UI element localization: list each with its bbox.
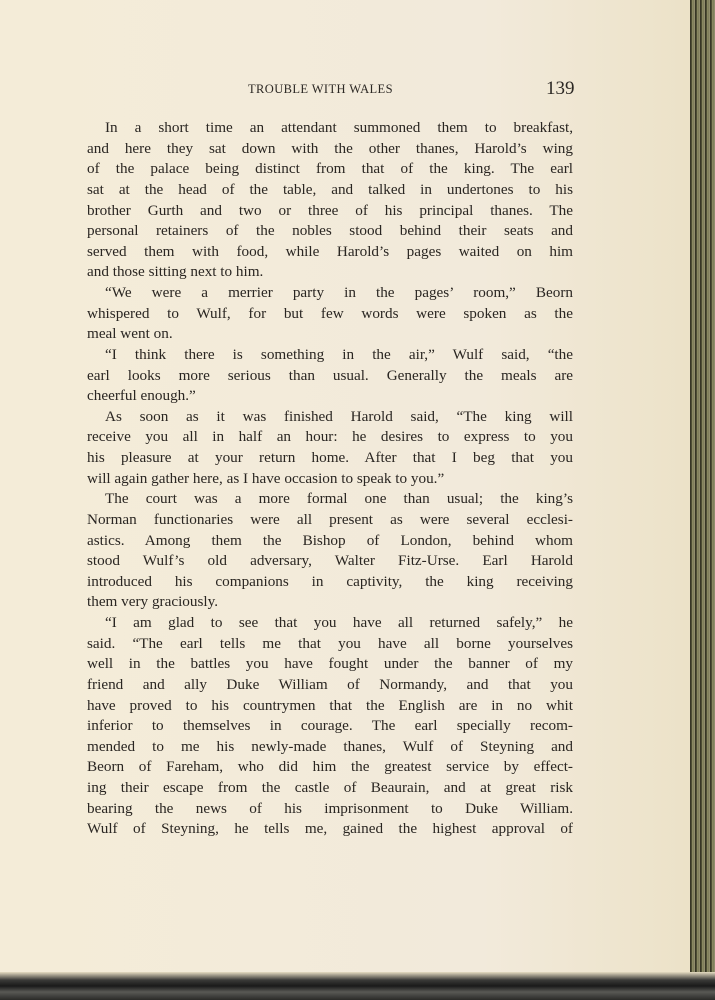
text-line: said. “The earl tells me that you have all borne yourselves	[87, 634, 573, 652]
text-line: The court was a more formal one than usual; the king’s	[105, 490, 573, 508]
page-edges	[690, 0, 715, 1000]
text-line: whispered to Wulf, for but few words were spoken as the	[87, 304, 573, 322]
text-line: friend and ally Duke William of Normandy, and that you	[87, 675, 573, 693]
text-line: and those sitting next to him.	[87, 263, 264, 281]
text-line: bearing the news of his imprisonment to Duke William.	[87, 799, 573, 817]
text-line: Wulf of Steyning, he tells me, gained the highest approval of	[87, 820, 573, 838]
text-line: Beorn of Fareham, who did him the greatest service by effect-	[87, 758, 573, 776]
text-line: personal retainers of the nobles stood behind their seats and	[87, 222, 573, 240]
text-line: of the palace being distinct from that of the king. The earl	[87, 160, 573, 178]
page-header	[0, 78, 690, 102]
text-line: receive you all in half an hour: he desires to express to you	[87, 428, 573, 446]
text-line: sat at the head of the table, and talked in undertones to his	[87, 180, 573, 198]
text-line: cheerful enough.”	[87, 387, 196, 405]
text-line: them very graciously.	[87, 593, 219, 611]
text-line: brother Gurth and two or three of his principal thanes. The	[87, 201, 573, 219]
text-line: ing their escape from the castle of Beaurain, and at great risk	[87, 779, 573, 796]
text-line: “I think there is something in the air,” Wulf said, “the	[105, 345, 573, 363]
text-line: have proved to his countrymen that the English are in no whit	[87, 696, 573, 714]
text-line: will again gather here, as I have occasion to speak to you.”	[87, 469, 445, 487]
text-line: “We were a merrier party in the pages’ room,” Beorn	[105, 284, 573, 301]
text-line: earl looks more serious than usual. Generally the meals are	[87, 366, 573, 384]
running-head: TROUBLE WITH WALES	[248, 82, 393, 96]
text-line: As soon as it was finished Harold said, “The king will	[105, 407, 573, 425]
text-line: Norman functionaries were all present as were several ecclesi-	[87, 510, 573, 528]
book-binding-edge	[0, 972, 715, 1000]
text-line: served them with food, while Harold’s pages waited on him	[87, 242, 573, 260]
text-line: meal went on.	[87, 325, 173, 343]
page-number: 139	[546, 78, 575, 99]
text-line: mended to me his newly-made thanes, Wulf of Steyning and	[87, 737, 573, 755]
text-line: inferior to themselves in courage. The earl specially recom-	[87, 717, 573, 735]
text-line: well in the battles you have fought under the banner of my	[87, 655, 573, 673]
text-line: and here they sat down with the other thanes, Harold’s wing	[87, 139, 573, 157]
text-line: stood Wulf’s old adversary, Walter Fitz-Urse. Earl Harold	[87, 552, 573, 570]
text-line: introduced his companions in captivity, the king receiving	[87, 572, 573, 590]
text-line: “I am glad to see that you have all returned safely,” he	[105, 614, 573, 631]
body-text	[87, 118, 573, 840]
text-line: his pleasure at your return home. After that I beg that you	[87, 449, 573, 466]
text-line: In a short time an attendant summoned them to breakfast,	[105, 119, 573, 136]
text-line: astics. Among them the Bishop of London, behind whom	[87, 531, 573, 549]
